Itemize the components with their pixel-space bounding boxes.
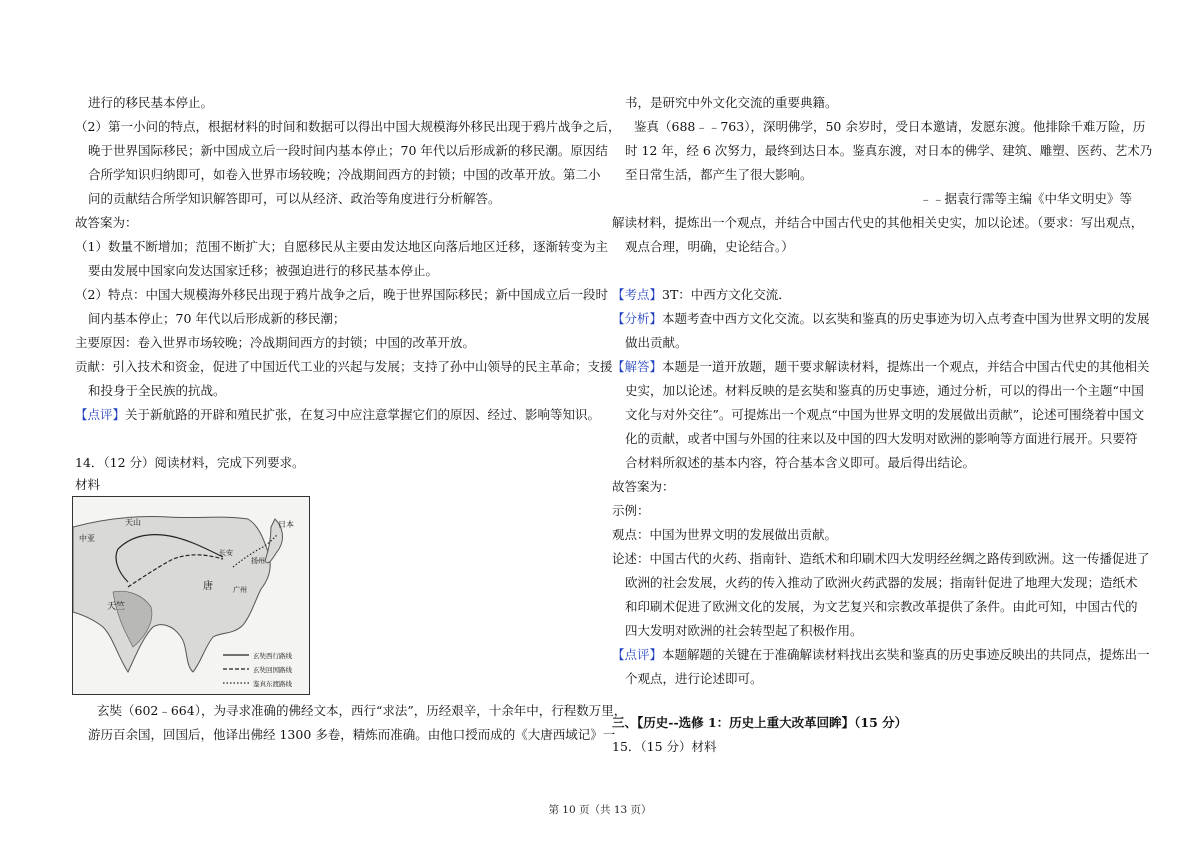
dianping-line (612, 647, 1150, 663)
jieda-line: 史实，加以论述。材料反映的是玄奘和鉴真的历史事迹，通过分析，可以的得出一个主题“中国 (625, 383, 1144, 398)
paragraph-line: 合所学知识归纳即可，如卷入世界市场较晚；冷战期间西方的封锁；中国的改革开放。第二小 (88, 167, 601, 182)
kaodian-text: 3T：中西方文化交流． (662, 287, 791, 302)
question-14: 14．（12 分）阅读材料，完成下列要求。 (75, 455, 305, 470)
dianping-tag: 【点评】 (612, 647, 663, 662)
comment-tag: 【点评】 (75, 407, 126, 422)
map-label: 扬州 (251, 557, 265, 565)
comment-line (75, 407, 600, 423)
paragraph-line: 晚于世界国际移民；新中国成立后一段时间内基本停止；70 年代以后形成新的移民潮。原因结 (88, 143, 608, 158)
answer-line: 要由发展中国家向发达国家迁移；被强迫进行的移民基本停止。 (88, 263, 439, 278)
jieda-line: 文化与对外交往”。可提炼出一个观点“中国为世界文明的发展做出贡献”，论述可围绕着中国文 (625, 407, 1145, 422)
jieda-line (612, 359, 1150, 375)
map-label: 长安 (219, 549, 233, 557)
paragraph-line: 游历百余国，回国后，他译出佛经 1300 多卷，精炼而准确。由他口授而成的《大唐西域记》一 (88, 727, 616, 742)
answer-label: 故答案为： (612, 479, 675, 494)
map-figure (72, 496, 310, 695)
answer-line: （1）数量不断增加；范围不断扩大；自愿移民从主要由发达地区向落后地区迁移，逐渐转变为主 (75, 239, 608, 254)
paragraph-line: 书，是研究中外文化交流的重要典籍。 (625, 95, 838, 110)
fenxi-tag: 【分析】 (612, 311, 663, 326)
paragraph-line: 时 12 年，经 6 次努力，最终到达日本。鉴真东渡，对日本的佛学、建筑、雕塑、医药、艺术乃 (625, 143, 1153, 158)
task-line: 观点合理，明确，史论结合。） (625, 239, 794, 254)
answer-line: （2）特点：中国大规模海外移民出现于鸦片战争之后，晚于世界国际移民；新中国成立后一段时 (75, 287, 608, 302)
argument-line: 论述：中国古代的火药、指南针、造纸术和印刷术四大发明经丝绸之路传到欧洲。这一传播促进了 (612, 551, 1150, 566)
argument-line: 和印刷术促进了欧洲文化的发展，为文艺复兴和宗教改革提供了条件。由此可知，中国古代的 (625, 599, 1138, 614)
jieda-tag: 【解答】 (612, 359, 663, 374)
map-label: 天竺 (107, 602, 126, 612)
paragraph-line: 问的贡献结合所学知识解答即可，可以从经济、政治等角度进行分析解答。 (88, 191, 501, 206)
paragraph-line: 进行的移民基本停止。 (88, 95, 214, 110)
comment-text: 关于新航路的开辟和殖民扩张，在复习中应注意掌握它们的原因、经过、影响等知识。 (125, 407, 601, 422)
map-label: 日本 (278, 520, 294, 529)
jieda-line: 合材料所叙述的基本内容，符合基本含义即可。最后得出结论。 (625, 455, 976, 470)
map-label: 广州 (233, 586, 247, 594)
answer-line: 和投身于全民族的抗战。 (88, 383, 226, 398)
map-label: 唐 (203, 581, 213, 592)
jieda-line: 化的贡献，或者中国与外国的往来以及中国的四大发明对欧洲的影响等方面进行展开。只要符 (625, 431, 1138, 446)
example-label: 示例： (612, 503, 650, 518)
task-line: 解读材料，提炼出一个观点，并结合中国古代史的其他相关史实，加以论述。（要求：写出观点， (612, 215, 1144, 230)
kaodian-tag: 【考点】 (612, 287, 663, 302)
answer-line: 间内基本停止；70 年代以后形成新的移民潮； (88, 311, 346, 326)
section-heading: 三、【历史--选修 1：历史上重大改革回眸】（15 分） (612, 715, 908, 730)
jieda-text: 本题是一道开放题，题干要求解读材料，提炼出一个观点，并结合中国古代史的其他相关 (662, 359, 1150, 374)
paragraph-line: （2）第一小问的特点，根据材料的时间和数据可以得出中国大规模海外移民出现于鸦片战争之后， (75, 119, 621, 134)
argument-line: 欧洲的社会发展，火药的传入推动了欧洲火药武器的发展；指南针促进了地理大发现；造纸术 (625, 575, 1138, 590)
source-citation: ﹣﹣据袁行霈等主编《中华文明史》等 (919, 191, 1132, 206)
question-15: 15．（15 分）材料 (612, 739, 717, 754)
fenxi-line: 做出贡献。 (625, 335, 688, 350)
legend-label: 玄奘西行路线 (253, 652, 292, 660)
fenxi-text: 本题考查中西方文化交流。以玄奘和鉴真的历史事迹为切入点考查中国为世界文明的发展 (662, 311, 1150, 326)
paragraph-line: 至日常生活，都产生了很大影响。 (625, 167, 813, 182)
answer-label: 故答案为： (75, 215, 138, 230)
fenxi-line (612, 311, 1150, 327)
page-footer: 第 10 页（共 13 页） (548, 804, 652, 816)
answer-line: 贡献：引入技术和资金，促进了中国近代工业的兴起与发展；支持了孙中山领导的民主革命；支援 (75, 359, 613, 374)
dianping-text: 本题解题的关键在于准确解读材料找出玄奘和鉴真的历史事迹反映出的共同点，提炼出一 (662, 647, 1150, 662)
map-drawing (73, 497, 309, 694)
argument-line: 四大发明对欧洲的社会转型起了积极作用。 (625, 623, 863, 638)
paragraph-line: 鉴真（688﹣﹣763），深明佛学，50 余岁时，受日本邀请，发愿东渡。他排除千难万险，历 (634, 119, 1146, 134)
kaodian-line (612, 287, 791, 303)
viewpoint-line: 观点：中国为世界文明的发展做出贡献。 (612, 527, 838, 542)
map-label: 中亚 (79, 534, 95, 543)
legend-label: 玄奘回国路线 (253, 666, 292, 674)
map-label: 天山 (125, 518, 141, 527)
material-label: 材料 (75, 477, 101, 492)
paragraph-line: 玄奘（602﹣664），为寻求准确的佛经文本，西行“求法”，历经艰辛，十余年中，行程数万里， (97, 703, 627, 718)
answer-line: 主要原因：卷入世界市场较晚；冷战期间西方的封锁；中国的改革开放。 (75, 335, 476, 350)
legend-label: 鉴真东渡路线 (253, 680, 292, 688)
dianping-line: 个观点，进行论述即可。 (625, 671, 763, 686)
